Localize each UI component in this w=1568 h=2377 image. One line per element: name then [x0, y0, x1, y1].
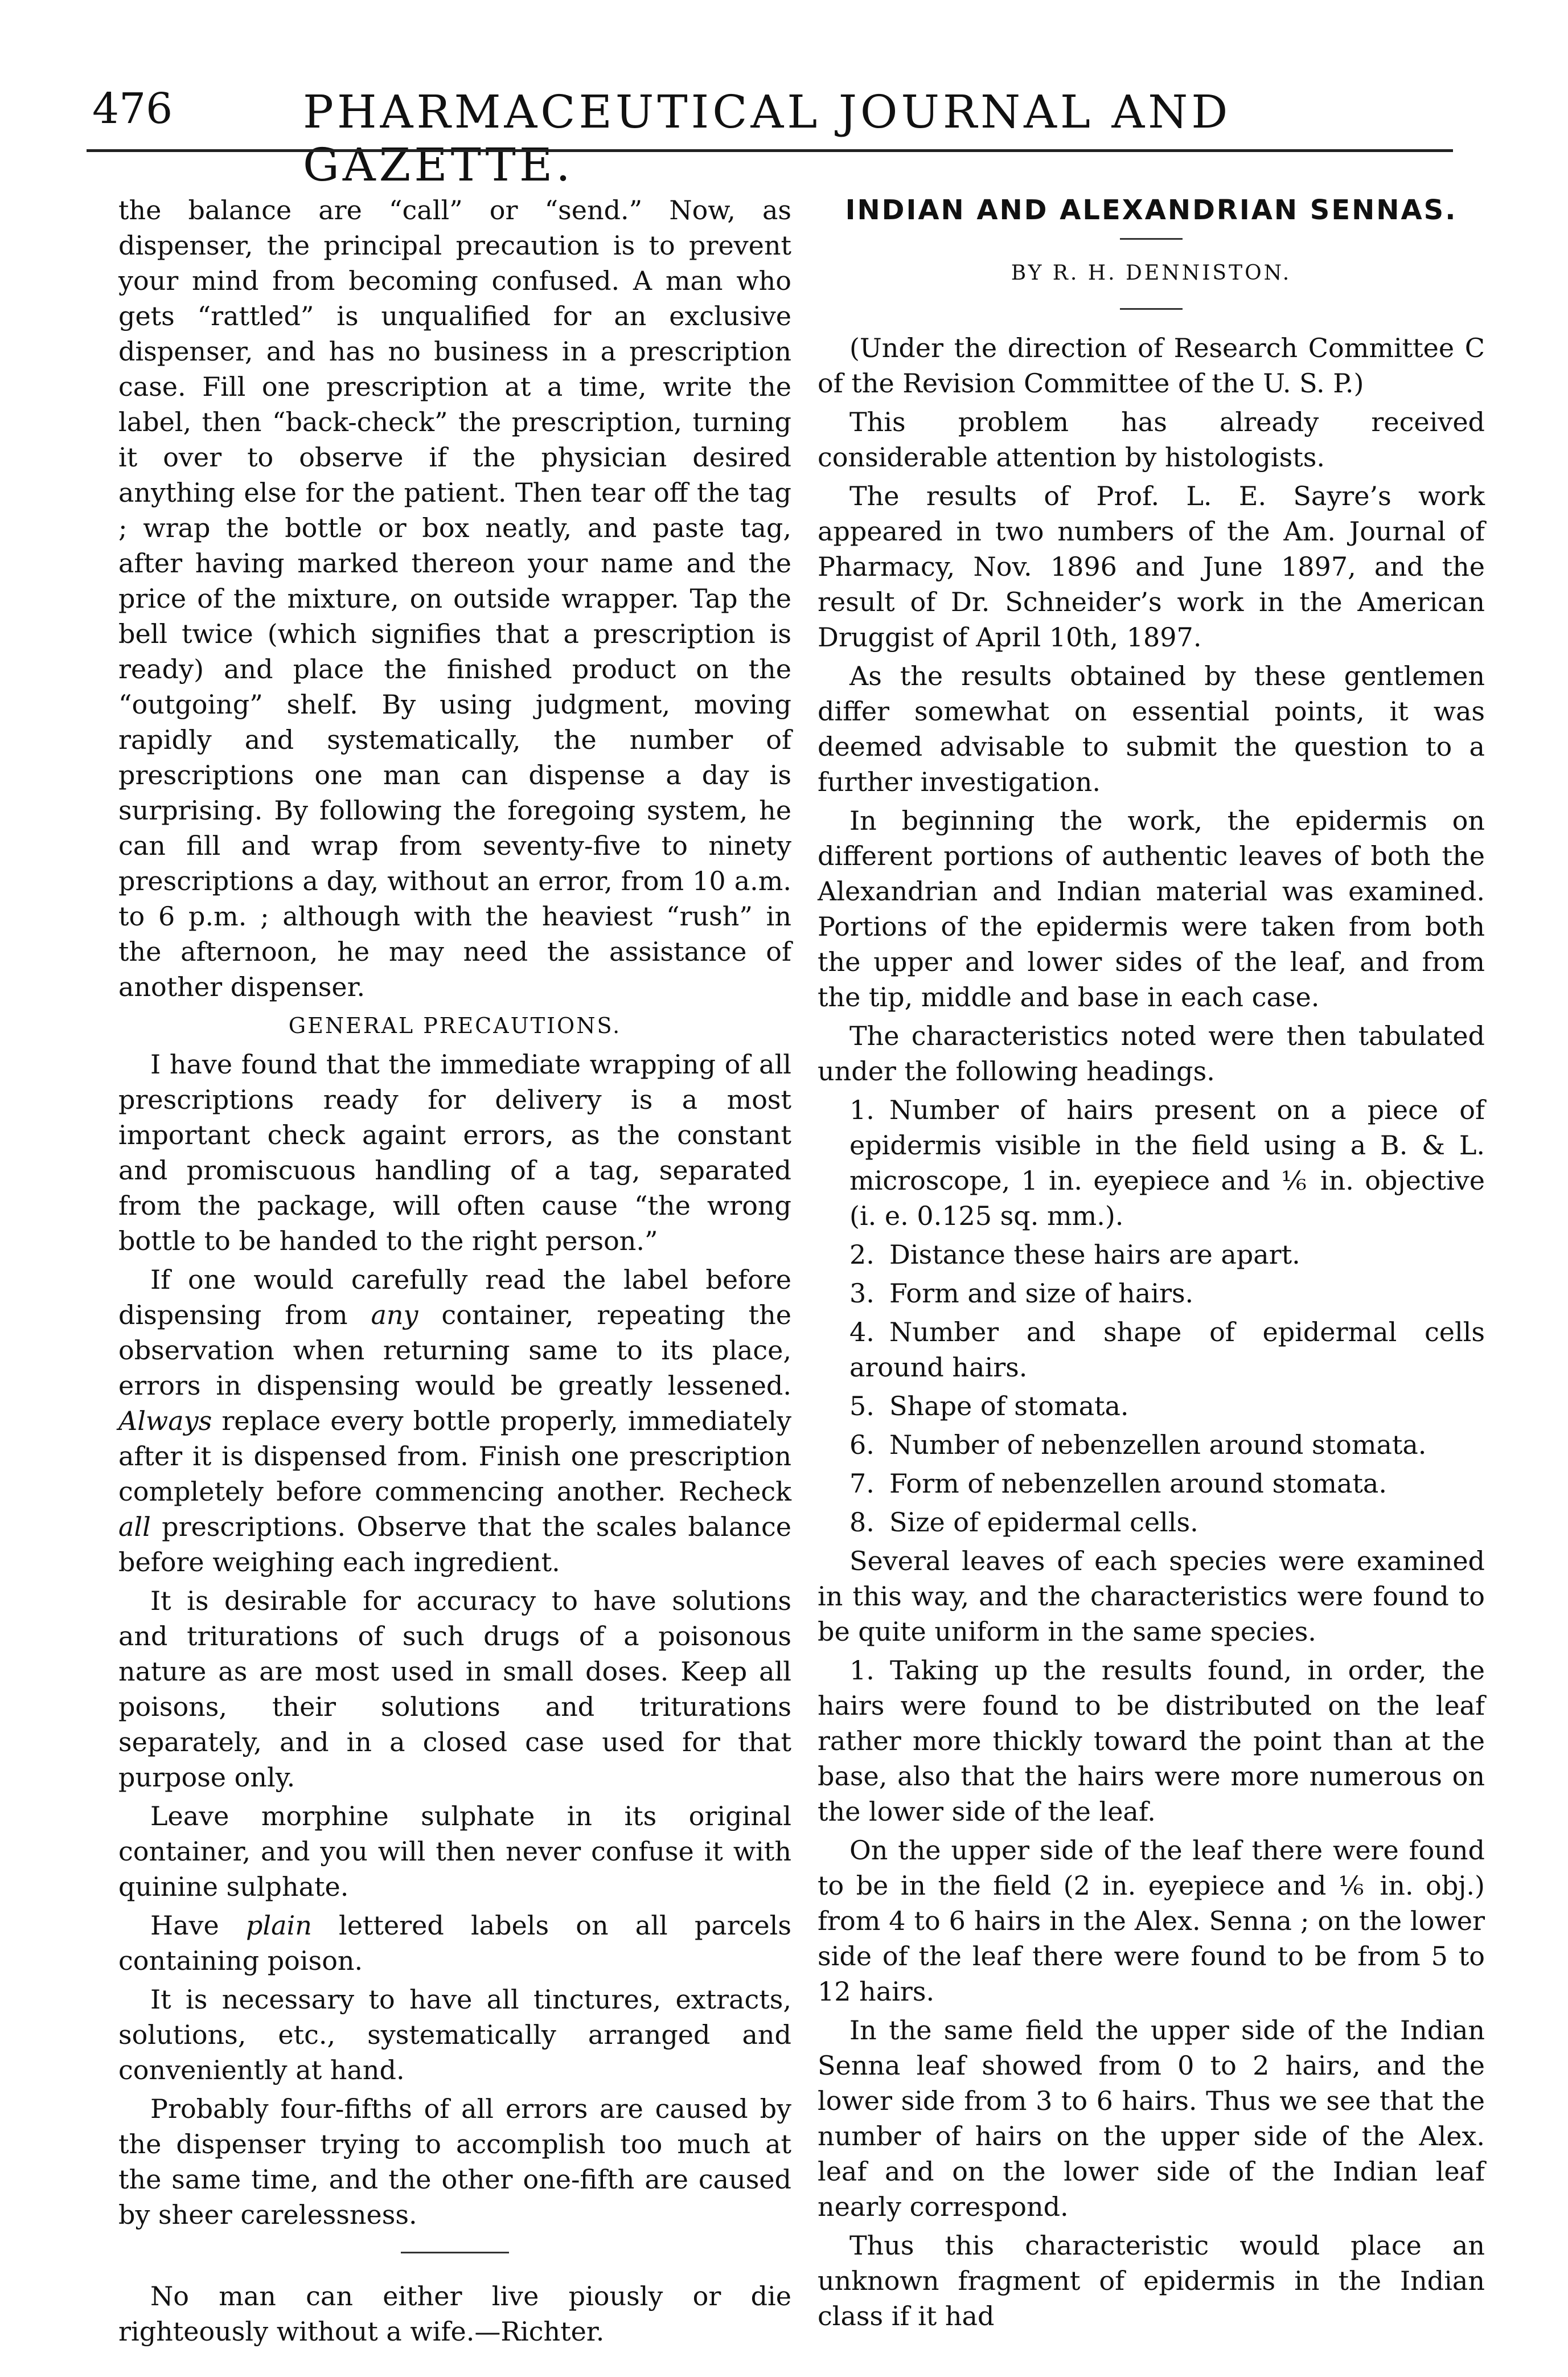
right-column — [818, 192, 1485, 2337]
paragraph: The results of Prof. L. E. Sayre’s work appeared in two numbers of the Am. Journal of Pharmacy, Nov. 1896 and June 1897, and the result of Dr. Schneider’s work in the American Druggist of April 10th, 1897. — [818, 481, 1485, 653]
paragraph: Thus this characteristic would place an unknown fragment of epidermis in the Indian class if it had — [818, 2230, 1485, 2331]
paragraph: (Under the direction of Research Committee C of the Revision Committee of the U. S. P.) — [818, 333, 1485, 399]
paragraph: If one would carefully read the label before dispensing from any container, repeating the observation when returning same to its place, errors in dispensing would be greatly lessened. Always replace every bottle properly, immediately after it is dispensed from. Finish one prescription completely before commencing another. Recheck all prescriptions. Observe that the scales balance before weighing each ingredient. — [118, 1264, 791, 1577]
paragraph: Have plain lettered labels on all parcels containing poison. — [118, 1910, 791, 1976]
paragraph: It is desirable for accuracy to have solutions and triturations of such drugs of a poisonous nature as are most used in small doses. Keep all poisons, their solutions and triturations separately, and in a closed case used for that purpose only. — [118, 1585, 791, 1793]
list-item: 1. Number of hairs present on a piece of epidermis visible in the field using a B. & L. microscope, 1 in. eyepiece and ⅙ in. objective (i. e. 0.125 sq. mm.). — [849, 1095, 1485, 1231]
left-column — [118, 192, 791, 2353]
byline-rule — [1120, 308, 1183, 310]
list-item: 5. Shape of stomata. — [849, 1391, 1129, 1421]
section-heading: GENERAL PRECAUTIONS. — [288, 1013, 622, 1038]
paragraph: This problem has already received considerable attention by histologists. — [818, 407, 1485, 473]
journal-title: PHARMACEUTICAL JOURNAL AND GAZETTE. — [303, 85, 1232, 191]
paragraph: 1. Taking up the results found, in order, the hairs were found to be distributed on the leaf rather more thickly toward the point than at the base, also that the hairs were more numerous on the lower side of the leaf. — [818, 1655, 1485, 1827]
separator-rule — [401, 2252, 509, 2253]
paragraph: In the same field the upper side of the Indian Senna leaf showed from 0 to 2 hairs, and the lower side from 3 to 6 hairs. Thus we see that the number of hairs on the upper side of the Alex. leaf and on the lower side of the Indian leaf nearly correspond. — [818, 2015, 1485, 2222]
article-title: INDIAN AND ALEXANDRIAN SENNAS. — [845, 194, 1458, 226]
page-number: 476 — [92, 84, 173, 133]
paragraph: On the upper side of the leaf there were found to be in the field (2 in. eyepiece and ⅙ in. obj.) from 4 to 6 hairs in the Alex. Senna ; on the lower side of the leaf there were found to be from 5 to 12 hairs. — [818, 1835, 1485, 2007]
paragraph: The characteristics noted were then tabulated under the following headings. — [818, 1021, 1485, 1087]
paragraph: the balance are “call” or “send.” Now, as dispenser, the principal precaution is to prevent your mind from becoming confused. A man who gets “rattled” is unqualified for an exclusive dispenser, and has no business in a prescription case. Fill one prescription at a time, write the label, then “back-check” the prescription, turning it over to observe if the physician desired anything else for the patient. Then tear off the tag ; wrap the bottle or box neatly, and paste tag, after having marked thereon your name and the price of the mixture, on outside wrapper. Tap the bell twice (which signifies that a prescription is ready) and place the finished product on the “outgoing” shelf. By using judgment, moving rapidly and systematically, the number of prescriptions one man can dispense a day is surprising. By following the foregoing system, he can fill and wrap from seventy-five to ninety prescriptions a day, without an error, from 10 a.m. to 6 p.m. ; although with the heaviest “rush” in the afternoon, he may need the assistance of another dispenser. — [118, 195, 791, 1002]
paragraph: It is necessary to have all tinctures, extracts, solutions, etc., systematically arranged and conveniently at hand. — [118, 1984, 791, 2085]
list-item: 4. Number and shape of epidermal cells around hairs. — [849, 1317, 1485, 1383]
page-header — [87, 80, 1459, 191]
list-item: 7. Form of nebenzellen around stomata. — [849, 1468, 1387, 1499]
byline: BY R. H. DENNISTON. — [1011, 261, 1292, 285]
title-rule — [1120, 238, 1183, 240]
paragraph: Several leaves of each species were examined in this way, and the characteristics were found to be quite uniform in the same species. — [818, 1546, 1485, 1647]
list-item: 6. Number of nebenzellen around stomata. — [849, 1429, 1427, 1460]
header-rule — [87, 149, 1453, 152]
paragraph: Leave morphine sulphate in its original container, and you will then never confuse it with quinine sulphate. — [118, 1801, 791, 1902]
list-item: 8. Size of epidermal cells. — [849, 1507, 1198, 1538]
list-item: 2. Distance these hairs are apart. — [849, 1239, 1300, 1270]
paragraph: In beginning the work, the epidermis on different portions of authentic leaves of both the Alexandrian and Indian material was examined. Portions of the epidermis were taken from both the upper and lower sides of the leaf, and from the tip, middle and base in each case. — [818, 805, 1485, 1013]
paragraph: Probably four-fifths of all errors are caused by the dispenser trying to accomplish too much at the same time, and the other one-fifth are caused by sheer carelessness. — [118, 2093, 791, 2230]
list-item: 3. Form and size of hairs. — [849, 1278, 1194, 1309]
paragraph: I have found that the immediate wrapping of all prescriptions ready for delivery is a most important check againt errors, as the constant and promiscuous handling of a tag, separated from the package, will often cause “the wrong bottle to be handed to the right person.” — [118, 1049, 791, 1256]
paragraph: As the results obtained by these gentlemen differ somewhat on essential points, it was deemed advisable to submit the question to a further investigation. — [818, 661, 1485, 797]
quote: No man can either live piously or die righteously without a wife.—Richter. — [118, 2281, 791, 2347]
